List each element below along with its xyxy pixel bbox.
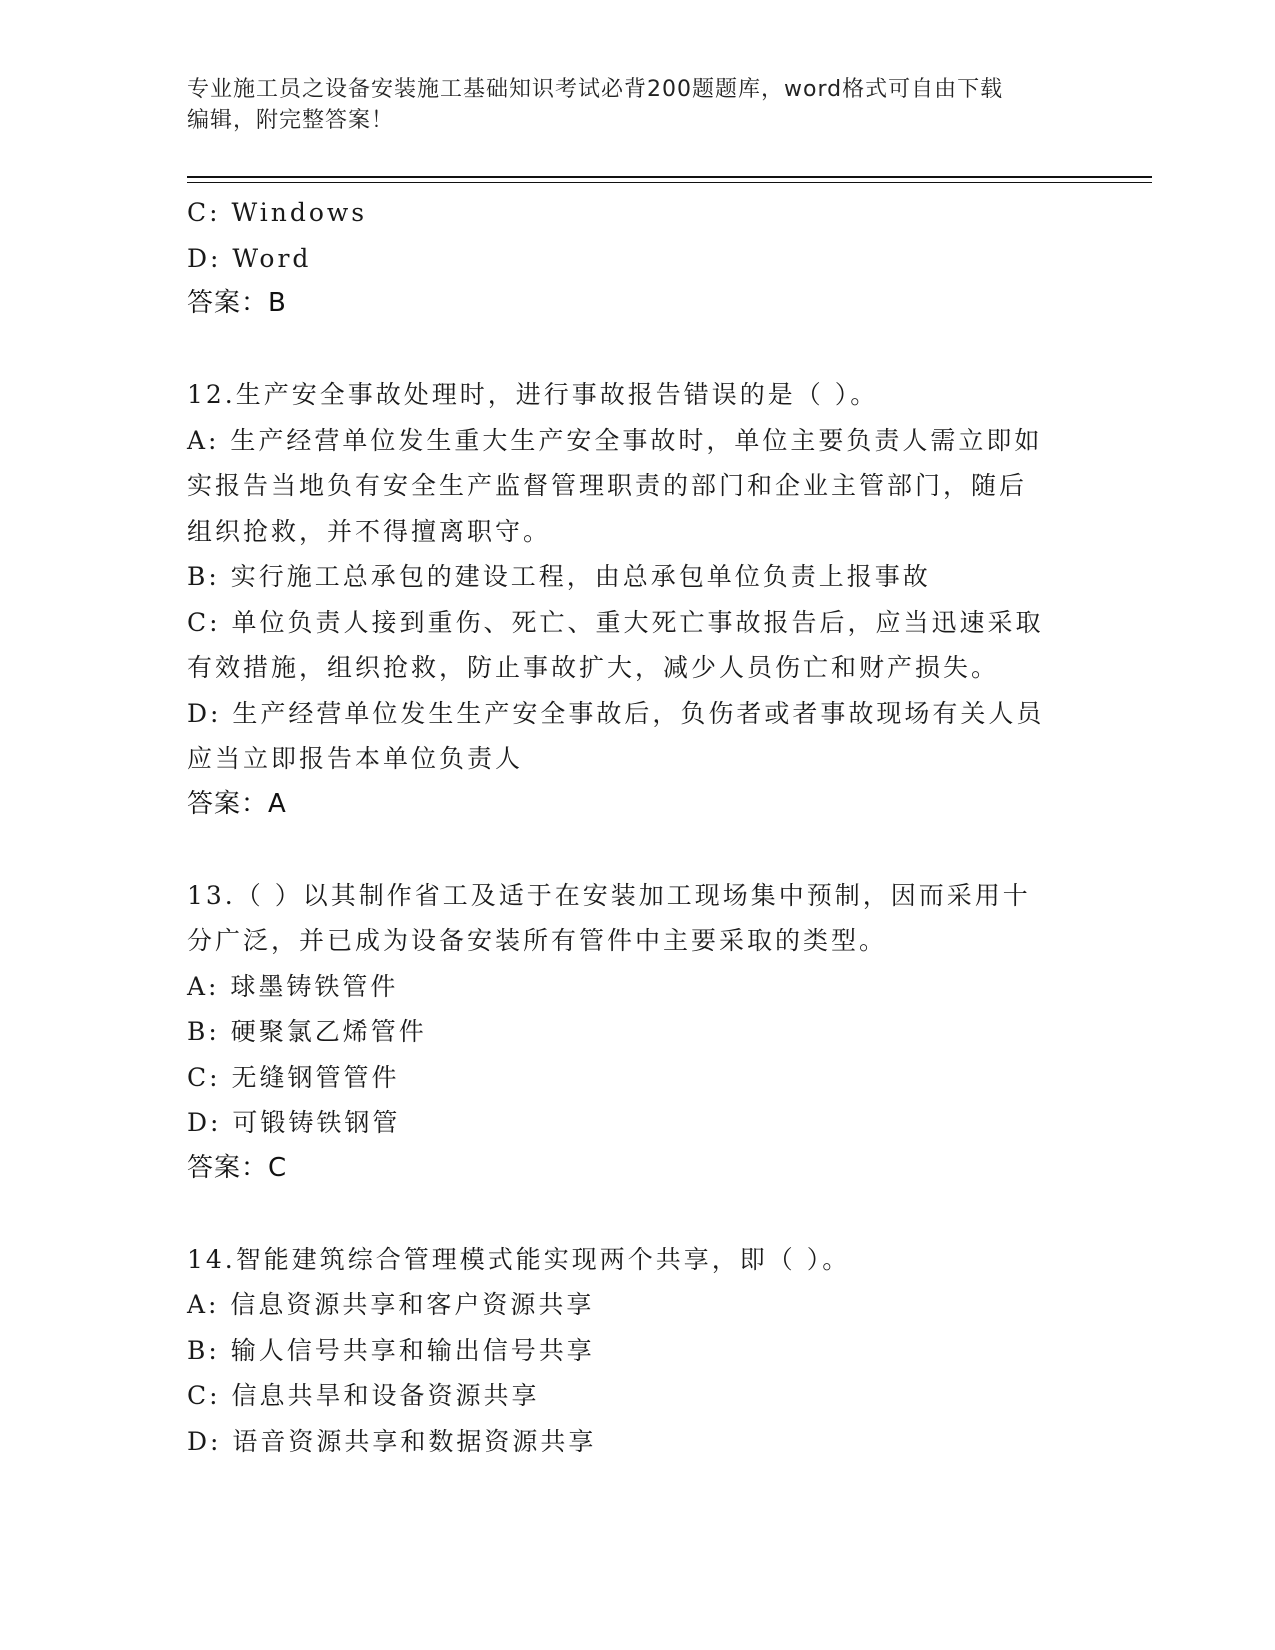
header-divider-thin [187, 182, 1152, 183]
q12-question: 12.生产安全事故处理时，进行事故报告错误的是（ ）。 [187, 380, 879, 409]
q11-option-d: D: Word [187, 243, 312, 273]
q14-option-b: B: 输人信号共享和输出信号共享 [187, 1335, 595, 1365]
q14-option-c: C: 信息共旱和设备资源共享 [187, 1381, 540, 1410]
question-13 [187, 873, 1087, 1192]
q14-option-a: A: 信息资源共享和客户资源共享 [187, 1290, 595, 1319]
question-14 [187, 1237, 1087, 1465]
question-list [187, 190, 1087, 1464]
q11-option-c: C: Windows [187, 198, 368, 227]
q12-answer: 答案：A [187, 788, 287, 819]
q12-option-a-line-1: A: 生产经营单位发生重大生产安全事故时，单位主要负责人需立即如 [187, 425, 1043, 455]
q12-option-c-line-1: C: 单位负责人接到重伤、死亡、重大死亡事故报告后，应当迅速采取 [187, 607, 1044, 637]
q13-question-line-2: 分广泛，并已成为设备安装所有管件中主要采取的类型。 [187, 926, 888, 955]
spacer [187, 327, 1087, 373]
q11-answer: 答案：B [187, 288, 287, 318]
q13-option-c: C: 无缝钢管管件 [187, 1062, 400, 1092]
spacer [187, 1191, 1087, 1237]
q12-option-a-line-3: 组织抢救，并不得擅离职守。 [187, 516, 552, 546]
q12-option-c-line-2: 有效措施，组织抢救，防止事故扩大，减少人员伤亡和财产损失。 [187, 653, 1000, 682]
header-line-1: 专业施工员之设备安装施工基础知识考试必背200题题库，word格式可自由下载 [187, 77, 1004, 102]
document-header [187, 74, 1067, 136]
q12-option-a-line-2: 实报告当地负有安全生产监督管理职责的部门和企业主管部门，随后 [187, 471, 1028, 500]
question-12 [187, 372, 1087, 827]
header-divider-thick [187, 176, 1152, 178]
q13-question-line-1: 13.（ ）以其制作省工及适于在安装加工现场集中预制，因而采用十 [187, 880, 1031, 910]
q13-option-a: A: 球墨铸铁管件 [187, 971, 399, 1001]
q12-option-d-line-2: 应当立即报告本单位负责人 [187, 744, 524, 773]
q13-answer: 答案：C [187, 1152, 288, 1183]
q13-option-d: D: 可锻铸铁钢管 [187, 1108, 401, 1137]
q14-option-d: D: 语音资源共享和数据资源共享 [187, 1426, 597, 1456]
header-line-2: 编辑，附完整答案！ [187, 108, 395, 133]
q14-question: 14.智能建筑综合管理模式能实现两个共享，即（ ）。 [187, 1244, 851, 1274]
q12-option-b: B: 实行施工总承包的建设工程，由总承包单位负责上报事故 [187, 562, 931, 591]
q12-option-d-line-1: D: 生产经营单位发生生产安全事故后，负伤者或者事故现场有关人员 [187, 698, 1045, 728]
q13-option-b: B: 硬聚氯乙烯管件 [187, 1017, 427, 1046]
question-11 [187, 190, 1087, 327]
spacer [187, 827, 1087, 873]
